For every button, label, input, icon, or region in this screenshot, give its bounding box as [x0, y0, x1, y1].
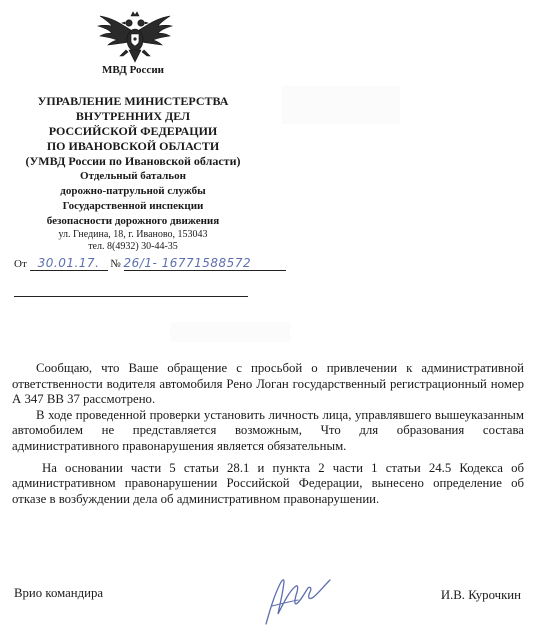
- signature-icon: [258, 566, 336, 628]
- unit-line: безопасности дорожного движения: [46, 215, 220, 227]
- handwritten-date: 30.01.17.: [30, 256, 108, 271]
- body-paragraph: Сообщаю, что Ваше обращение с просьбой о привлечении к административной ответственности водителя автомобиля Рено Логан государственный регистрационный номер А 347 ВВ 37 рассмотрено.: [12, 361, 524, 407]
- phone: тел. 8(4932) 30-44-35: [88, 241, 178, 252]
- letter-body: [12, 361, 524, 507]
- agency-name: МВД России: [101, 64, 164, 76]
- letterhead-line: ПО ИВАНОВСКОЙ ОБЛАСТИ: [46, 139, 220, 153]
- body-paragraph: В ходе проведенной проверки установить личность лица, управлявшего вышеуказанным автомобилем не представляется возможным, Что для образования состава административного правонарушения является обязательным.: [12, 407, 524, 453]
- signatory-title: Врио командира: [14, 586, 104, 600]
- unit-line: дорожно-патрульной службы: [60, 185, 206, 197]
- letterhead-line: (УМВД России по Ивановской области): [25, 154, 241, 168]
- handwritten-number: 26/1- 16771588572: [124, 256, 286, 271]
- redacted-area: [170, 322, 290, 342]
- letterhead-line: УПРАВЛЕНИЕ МИНИСТЕРСТВА: [37, 94, 229, 108]
- letterhead: [0, 94, 266, 253]
- letterhead-line: ВНУТРЕННИХ ДЕЛ: [75, 109, 191, 123]
- body-paragraph: На основании части 5 статьи 28.1 и пункта 2 части 1 статьи 24.5 Кодекса об административном правонарушении Российской Федерации, вынесено определение об отказе в возбуждении дела об административном правонарушении.: [12, 460, 524, 506]
- eagle-emblem-icon: [96, 6, 174, 64]
- reference-row: [14, 256, 286, 271]
- letterhead-line: РОССИЙСКОЙ ФЕДЕРАЦИИ: [48, 124, 218, 138]
- address: ул. Гнедина, 18, г. Иваново, 153043: [58, 229, 208, 240]
- redacted-recipient: [282, 86, 400, 124]
- number-label: №: [110, 258, 121, 270]
- unit-line: Отдельный батальон: [80, 170, 186, 182]
- blank-line: [14, 296, 248, 297]
- unit-line: Государственной инспекции: [62, 200, 204, 212]
- from-label: От: [14, 258, 27, 270]
- signatory-name: И.В. Курочкин: [440, 588, 521, 602]
